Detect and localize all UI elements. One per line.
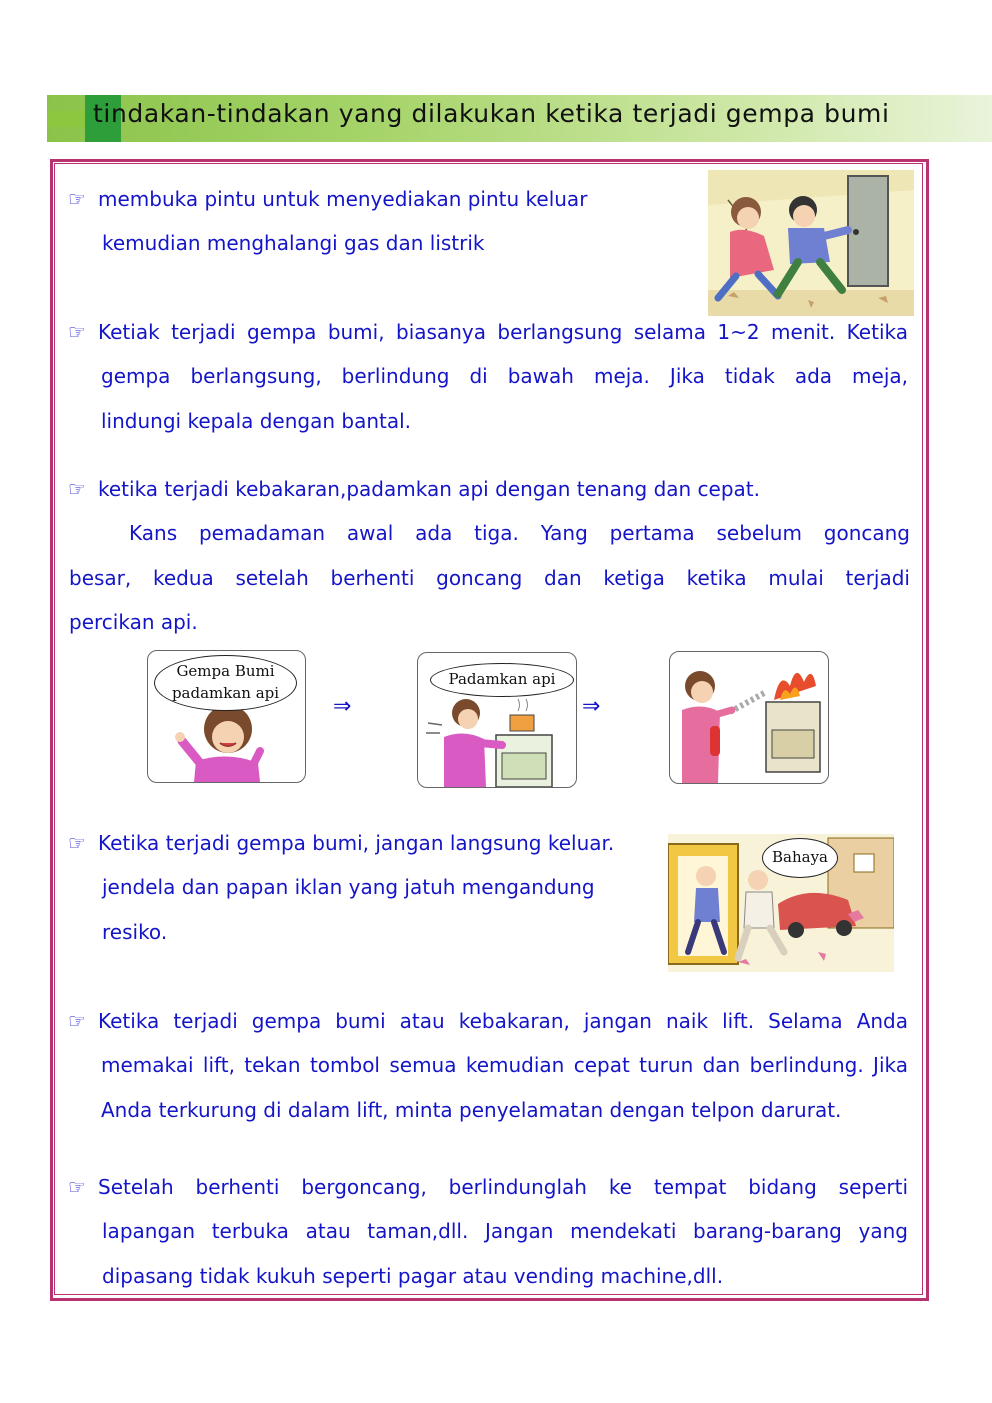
section-line: ketika terjadi kebakaran,padamkan api dengan tenang dan cepat. — [98, 477, 761, 501]
section-line: lindungi kepala dengan bantal. — [101, 409, 412, 433]
section-line: membuka pintu untuk menyediakan pintu keluar — [98, 187, 588, 211]
title-accent-light — [47, 111, 85, 127]
section-line: Setelah berhenti bergoncang, berlindunglah ke tempat bidang seperti — [98, 1175, 908, 1199]
section-line: dipasang tidak kukuh seperti pagar atau vending machine,dll. — [102, 1264, 724, 1288]
speech-bubble — [430, 663, 574, 697]
panel-announce — [147, 650, 306, 783]
section-line: Kans pemadaman awal ada tiga. Yang pertama sebelum goncang — [129, 521, 910, 545]
section-line: percikan api. — [69, 610, 198, 634]
speech-bubble — [154, 655, 297, 711]
pointing-hand-icon: ☞ — [68, 187, 86, 211]
pointing-hand-icon: ☞ — [68, 1009, 86, 1033]
pointing-hand-icon: ☞ — [68, 477, 86, 501]
panel-extinguish-fire — [669, 651, 829, 784]
arrow-icon: ⇒ — [333, 694, 352, 719]
section-line: lapangan terbuka atau taman,dll. Jangan mendekati barang-barang yang — [102, 1219, 908, 1243]
speech-bubble — [762, 838, 838, 878]
panel-turn-off-stove — [417, 652, 577, 788]
section-line: Ketika terjadi gempa bumi atau kebakaran, jangan naik lift. Selama Anda — [98, 1009, 908, 1033]
door-escape-illustration — [708, 170, 914, 316]
fire-extinguisher-illustration — [670, 652, 828, 783]
bubble-line: Gempa Bumi — [176, 662, 275, 680]
section-line: jendela dan papan iklan yang jatuh mengandung — [102, 875, 595, 899]
section-line: Ketiak terjadi gempa bumi, biasanya berlangsung selama 1~2 menit. Ketika — [98, 320, 908, 344]
bubble-line: padamkan api — [171, 684, 280, 702]
section-line: gempa berlangsung, berlindung di bawah meja. Jika tidak ada meja, — [101, 364, 908, 388]
bubble-line: Bahaya — [772, 848, 828, 866]
pointing-hand-icon: ☞ — [68, 831, 86, 855]
bubble-line: Padamkan api — [448, 670, 556, 688]
page-title: tindakan-tindakan yang dilakukan ketika terjadi gempa bumi — [93, 99, 890, 128]
arrow-icon: ⇒ — [582, 694, 601, 719]
pointing-hand-icon: ☞ — [68, 1175, 86, 1199]
section-line: Anda terkurung di dalam lift, minta penyelamatan dengan telpon darurat. — [101, 1098, 842, 1122]
section-line: kemudian menghalangi gas dan listrik — [102, 231, 485, 255]
pointing-hand-icon: ☞ — [68, 320, 86, 344]
section-line: Ketika terjadi gempa bumi, jangan langsung keluar. — [98, 831, 615, 855]
section-line: resiko. — [102, 920, 168, 944]
section-line: besar, kedua setelah berhenti goncang dan ketiga ketika mulai terjadi — [69, 566, 910, 590]
section-line: memakai lift, tekan tombol semua kemudian cepat turun dan berlindung. Jika — [101, 1053, 908, 1077]
danger-street-illustration — [668, 834, 894, 972]
